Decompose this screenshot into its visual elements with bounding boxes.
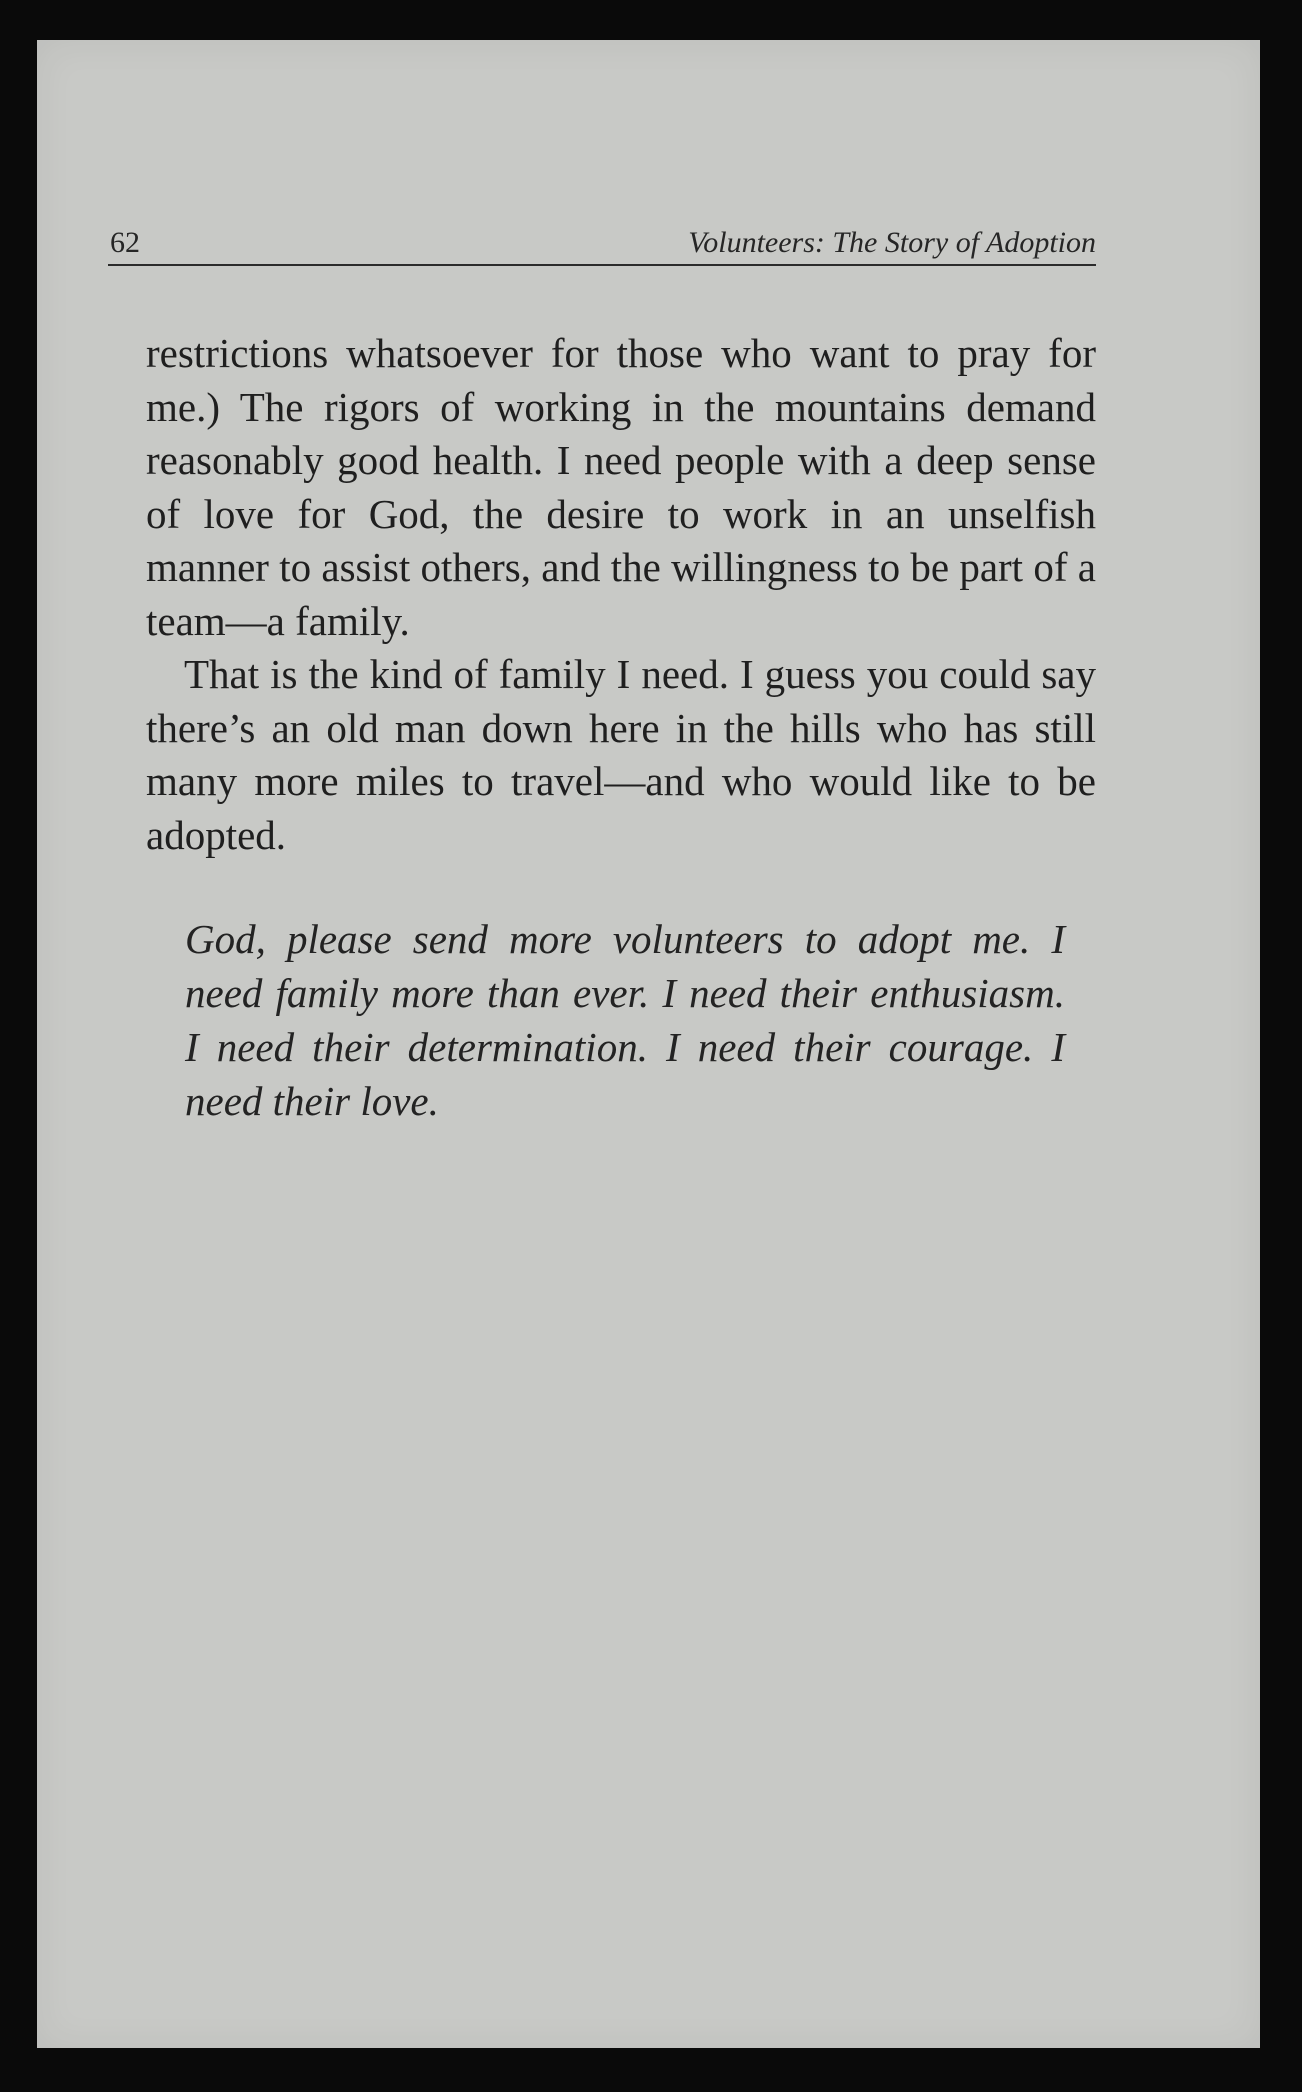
prayer-block — [185, 912, 1065, 1128]
paragraph-1: restrictions whatsoever for those who want to pray for me.) The rigors of working in the mountains demand reasonably good health. I need people with a deep sense of love for God, the desire to work in an unselfish manner to assist others, and the willingness to be part of a team—a family. — [146, 330, 1096, 644]
page-number: 62 — [110, 226, 140, 259]
page-header — [108, 216, 1096, 266]
running-head: Volunteers: The Story of Adoption — [688, 226, 1096, 259]
prayer-text: God, please send more volunteers to adopt me. I need family more than ever. I need their enthusiasm. I need their determination. I need their courage. I need their love. — [185, 916, 1065, 1124]
paragraph-2: That is the kind of family I need. I guess you could say there’s an old man down here in the hills who has still many more miles to travel—and who would like to be adopted. — [146, 651, 1096, 858]
body-text — [146, 327, 1096, 862]
